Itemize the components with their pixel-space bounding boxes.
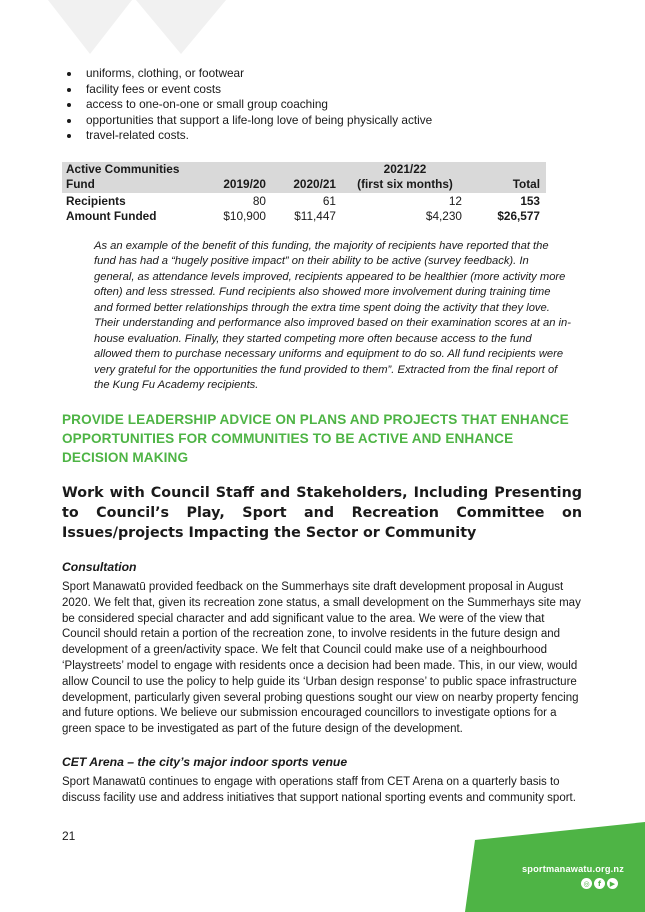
list-item: opportunities that support a life-long love of being physically active <box>86 113 582 129</box>
cell-2021-22: $4,230 <box>425 209 462 224</box>
header-fund: Active Communities Fund <box>62 162 202 193</box>
cell-2019-20: 80 <box>252 193 266 208</box>
cell-2020-21: $11,447 <box>294 209 336 224</box>
cell-total: 153 <box>520 193 540 208</box>
section-heading: PROVIDE LEADERSHIP ADVICE ON PLANS AND PROJECTS THAT ENHANCE OPPORTUNITIES FOR COMMUNITIES TO BE ACTIVE AND ENHANCE DECISION MAKING <box>62 411 569 465</box>
subheading: Work with Council Staff and Stakeholders, Including Presenting to Council’s Play, Sport and Recreation Committee on Issues/projects Impacting the Sector or Community <box>62 484 582 541</box>
facebook-icon[interactable]: f <box>594 878 605 889</box>
table-header-row <box>62 162 546 193</box>
cell-2019-20: $10,900 <box>223 209 266 224</box>
kung-fu-academy-quote: As an example of the benefit of this funding, the majority of recipients have reported that the fund has had a “hugely positive impact” on their ability to be active (survey feedback). In general, as attendance levels improved, recipients appeared to be healthier (more activity more often) and less stressed. Fund recipients also showed more involvement during training time and formed better relationships through the extra time spent doing the activity that they love. Their understanding and performance also improved based on their examination scores at an in-house evaluation. Finally, they started competing more often because access to the fund allowed them to purchase necessary uniforms and equipment to do so. All fund recipients were very grateful for the opportunities the fund provided to them”. Extracted from the final report of the Kung Fu Academy recipients. <box>94 239 571 392</box>
social-icons <box>581 878 618 889</box>
consultation-body: Sport Manawatū provided feedback on the Summerhays site draft development proposal in August 2020. We felt that, given its recreation zone status, a small development on the Summerhays site may be considered special character and add significant value to the area. We were of the view that Council should retain a portion of the recreation zone, to involve residents in the future design and development of a green/activity space. We felt that Council could make use of a neighbourhood ‘Playstreets’ model to engage with residents once a decision had been made. This, in our view, would allow Council to use the policy to help guide its ‘Urban design response’ to public space infrastructure development, particularly given several probing questions sought our view on nearby property fencing and future options. We believe our submission encouraged councillors to investigate options for a green space to be investigated as part of the future design of the development. <box>62 580 581 736</box>
cell-total: $26,577 <box>497 209 540 224</box>
row-label: Recipients <box>66 193 126 208</box>
header-total: Total <box>468 162 546 193</box>
header-2021-22: 2021/22 (first six months) <box>342 162 468 193</box>
cell-2020-21: 61 <box>322 193 336 208</box>
table-row <box>62 209 546 225</box>
list-item: access to one-on-one or small group coaching <box>86 97 582 113</box>
page-content <box>62 66 582 807</box>
header-2020-21: 2020/21 <box>272 162 342 193</box>
header-2019-20: 2019/20 <box>202 162 272 193</box>
list-item: travel-related costs. <box>86 128 582 144</box>
consultation-title: Consultation <box>62 559 137 574</box>
cet-arena-body: Sport Manawatū continues to engage with operations staff from CET Arena on a quarterly basis to discuss facility use and address initiatives that support national sporting events and community sport. <box>62 775 576 804</box>
page-number: 21 <box>62 829 76 843</box>
eligible-costs-list <box>62 66 582 144</box>
list-item: uniforms, clothing, or footwear <box>86 66 582 82</box>
cell-2021-22: 12 <box>448 193 462 208</box>
active-communities-fund-table <box>62 162 546 225</box>
cet-arena-title: CET Arena – the city’s major indoor sports venue <box>62 754 348 769</box>
decorative-chevrons <box>40 0 240 60</box>
youtube-icon[interactable]: ▶ <box>607 878 618 889</box>
instagram-icon[interactable]: ◎ <box>581 878 592 889</box>
footer-url[interactable]: sportmanawatu.org.nz <box>522 864 625 874</box>
table-row <box>62 193 546 210</box>
list-item: facility fees or event costs <box>86 82 582 98</box>
row-label: Amount Funded <box>66 209 157 224</box>
